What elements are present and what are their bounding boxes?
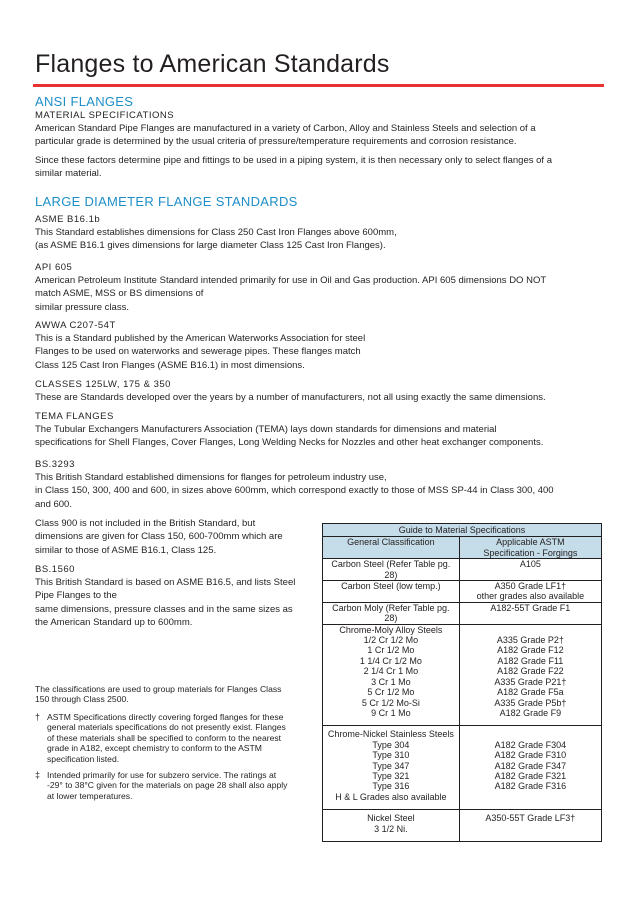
classification-cell: Carbon Moly (Refer Table pg. 28) xyxy=(323,602,460,624)
column-header-astm: Applicable ASTM Specification - Forgings xyxy=(459,537,601,559)
api-605-text: American Petroleum Institute Standard intended primarily for use in Oil and Gas production. API 605 dimensions DO NOT match ASME, MSS or BS dimensions of similar pressure class. xyxy=(35,275,547,313)
spec-cell: A182 Grade F304 A182 Grade F310 A182 Grade F347 A182 Grade F321 A182 Grade F316 xyxy=(459,726,601,810)
bs3293-text: This British Standard established dimensions for flanges for petroleum industry use, in Class 150, 300, 400 and 600, in sizes above 600mm, which correspond exactly to those of MSS SP-44 in Class 300, 400 and 600. xyxy=(35,472,554,510)
material-spec-table xyxy=(322,523,602,842)
classification-cell: Chrome-Nickel Stainless Steels Type 304 Type 310 Type 347 Type 321 Type 316 H & L Grades also available xyxy=(323,726,460,810)
table-header-row xyxy=(323,537,602,559)
column-header-classification: General Classification xyxy=(323,537,460,559)
spec-cell: A182-55T Grade F1 xyxy=(459,602,601,624)
classification-cell: Chrome-Moly Alloy Steels 1/2 Cr 1/2 Mo 1 Cr 1/2 Mo 1 1/4 Cr 1/2 Mo 2 1/4 Cr 1 Mo 3 Cr 1 Mo 5 Cr 1/2 Mo 5 Cr 1/2 Mo-Si 9 Cr 1 Mo xyxy=(323,624,460,726)
awwa-title: AWWA C207-54T xyxy=(35,320,116,331)
asme-b161b-text: This Standard establishes dimensions for Class 250 Cast Iron Flanges above 600mm, (as ASME B16.1 gives dimensions for large diameter Class 125 Cast Iron Flanges). xyxy=(35,227,397,252)
asme-b161b-title: ASME B16.1b xyxy=(35,214,101,225)
spec-cell: A350-55T Grade LF3† xyxy=(459,810,601,842)
tema-text: The Tubular Exchangers Manufacturers Association (TEMA) lays down standards for dimensions and material specifications for Shell Flanges, Cover Flanges, Long Welding Necks for Nozzles and other heat exchanger components. xyxy=(35,424,544,449)
spec-cell: A350 Grade LF1† other grades also available xyxy=(459,581,601,603)
bs1560-title: BS.1560 xyxy=(35,564,75,575)
classification-cell: Nickel Steel 3 1/2 Ni. xyxy=(323,810,460,842)
tema-title: TEMA FLANGES xyxy=(35,411,114,422)
api-605-title: API 605 xyxy=(35,262,73,273)
classification-cell: Carbon Steel (Refer Table pg. 28) xyxy=(323,559,460,581)
class-900-text: Class 900 is not included in the British Standard, but dimensions are given for Class 150, 600-700mm which are similar to those of ASME B16.1, Class 125. xyxy=(35,518,283,556)
table-caption: Guide to Material Specifications xyxy=(323,524,602,537)
ansi-paragraph-2: Since these factors determine pipe and fittings to be used in a piping system, it is then necessary only to select flanges of a similar material. xyxy=(35,155,552,180)
table-row xyxy=(323,581,602,603)
table-row xyxy=(323,624,602,726)
page-title: Flanges to American Standards xyxy=(35,50,390,78)
spec-cell: A105 xyxy=(459,559,601,581)
large-diameter-heading: LARGE DIAMETER FLANGE STANDARDS xyxy=(35,194,298,209)
bs3293-title: BS.3293 xyxy=(35,459,75,470)
footnote-dagger-text: ASTM Specifications directly covering forged flanges for these general materials specifications do not presently exist. Flanges of these materials shall be specified to conform to the nearest grade in A182, except chemistry to conform to the ASTM specification listed. xyxy=(47,712,286,764)
title-rule xyxy=(33,84,604,87)
table-caption-row xyxy=(323,524,602,537)
bs1560-text: This British Standard is based on ASME B16.5, and lists Steel Pipe Flanges to the same dimensions, pressure classes and in the same sizes as the American Standard up to 600mm. xyxy=(35,577,296,628)
footnote-dagger-mark: † xyxy=(35,712,41,722)
footnote-double-dagger-mark: ‡ xyxy=(35,770,41,780)
table-row xyxy=(323,810,602,842)
footnote-double-dagger-text: Intended primarily for use for subzero service. The ratings at -29° to 38°C given for the materials on page 28 shall also apply at lower temperatures. xyxy=(47,770,288,801)
classifications-note: The classifications are used to group materials for Flanges Class 150 through Class 2500. xyxy=(35,684,282,705)
classification-cell: Carbon Steel (low temp.) xyxy=(323,581,460,603)
table-row xyxy=(323,602,602,624)
table-row xyxy=(323,559,602,581)
classes-text: These are Standards developed over the years by a number of manufacturers, not all using exactly the same dimensions. xyxy=(35,392,546,403)
material-specs-heading: MATERIAL SPECIFICATIONS xyxy=(35,110,175,121)
awwa-text: This is a Standard published by the American Waterworks Association for steel Flanges to be used on waterworks and sewerage pipes. These flanges match Class 125 Cast Iron Flanges (ASME B16.1) in most dimensions. xyxy=(35,333,366,371)
ansi-heading: ANSI FLANGES xyxy=(35,94,134,109)
classes-title: CLASSES 125LW, 175 & 350 xyxy=(35,379,171,390)
ansi-paragraph-1: American Standard Pipe Flanges are manufactured in a variety of Carbon, Alloy and Stainless Steels and selection of a particular grade is determined by the usual criteria of pressure/temperature requirements and corrosion resistance. xyxy=(35,123,536,148)
spec-cell: A335 Grade P2† A182 Grade F12 A182 Grade F11 A182 Grade F22 A335 Grade P21† A182 Grade F5a A335 Grade P5b† A182 Grade F9 xyxy=(459,624,601,726)
table-row xyxy=(323,726,602,810)
